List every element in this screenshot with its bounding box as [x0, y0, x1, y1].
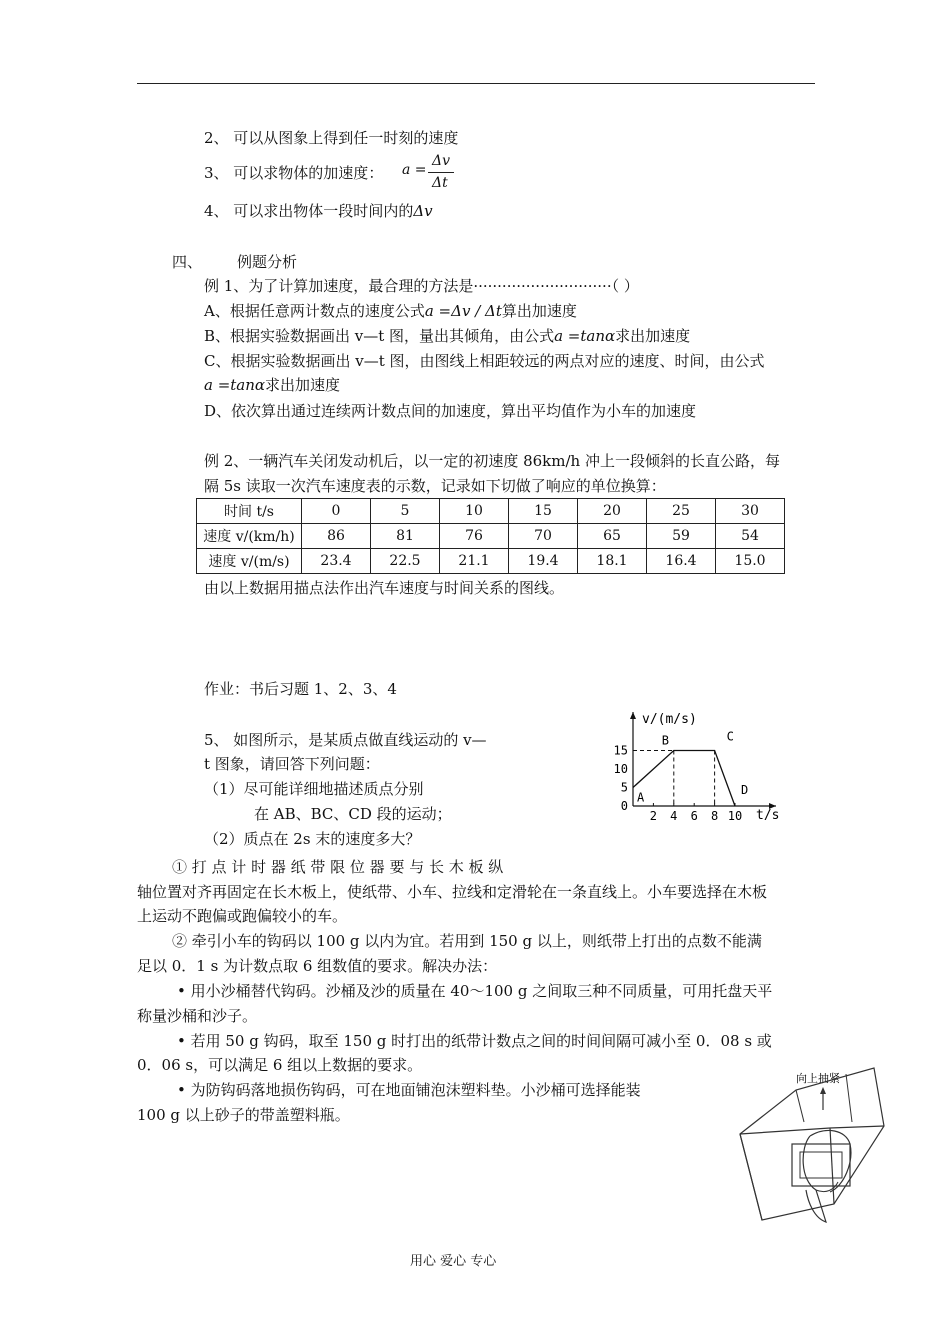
table-cell: 54 — [716, 524, 785, 549]
section-number: 四、 — [172, 253, 203, 271]
table-cell: 16.4 — [647, 549, 716, 574]
example-2-line2: 隔 5s 读取一次汽车速度表的示数，记录如下切做了响应的单位换算： — [204, 477, 666, 495]
table-cell: 70 — [509, 524, 578, 549]
footer-motto: 用心 爱心 专心 — [410, 1254, 497, 1269]
table-row — [197, 549, 785, 574]
formula-lhs: a = — [402, 162, 427, 178]
option-a — [204, 301, 577, 321]
table-cell: 18.1 — [578, 549, 647, 574]
table-cell: 时间 t/s — [197, 499, 302, 524]
table-cell: 23.4 — [302, 549, 371, 574]
option-b-text: B、根据实验数据画出 v—t 图，量出其倾角，由公式 — [204, 327, 555, 345]
table-cell: 76 — [440, 524, 509, 549]
y-tick-label: 10 — [613, 762, 628, 776]
formula-numerator: Δv — [432, 153, 451, 169]
option-b — [204, 326, 690, 346]
point-label: B — [661, 733, 670, 748]
table-cell: 81 — [371, 524, 440, 549]
option-c-tail: 求出加速度 — [265, 376, 341, 394]
table-cell: 0 — [302, 499, 371, 524]
acceleration-formula — [402, 153, 462, 193]
formula-denominator: Δt — [432, 175, 448, 191]
y-tick-label: 5 — [620, 780, 628, 795]
example-2-line1: 例 2、一辆汽车关闭发动机后，以一定的初速度 86km/h 冲上一段倾斜的长直公路，每 — [204, 452, 780, 470]
table-cell: 22.5 — [371, 549, 440, 574]
x-tick-label: 2 — [649, 809, 658, 823]
table-cell: 65 — [578, 524, 647, 549]
homework: 作业：书后习题 1、2、3、4 — [204, 680, 397, 698]
bullet-2-line1: • 若用 50 g 钩码，取至 150 g 时打出的纸带计数点之间的时间间隔可减小至 0．08 s 或 — [177, 1032, 772, 1050]
table-cell: 59 — [647, 524, 716, 549]
table-cell: 5 — [371, 499, 440, 524]
table-row — [197, 524, 785, 549]
bullet-1-line1: • 用小沙桶替代钩码。沙桶及沙的质量在 40～100 g 之间取三种不同质量，可用托盘天平 — [177, 982, 773, 1000]
fraction-bar — [428, 172, 454, 173]
item-3: 3、 可以求物体的加速度： — [204, 164, 384, 182]
y-tick-label: 15 — [613, 743, 628, 758]
x-tick-label: 8 — [710, 809, 719, 823]
question-5-line3: （1）尽可能详细地描述质点分别 — [204, 780, 424, 798]
question-5-line2: t 图象，请回答下列问题： — [204, 755, 380, 773]
y-axis-arrow — [630, 712, 636, 719]
clip-illustration — [734, 1062, 894, 1228]
question-5-line4: 在 AB、BC、CD 段的运动； — [254, 805, 452, 823]
option-b-formula: a =tanα — [554, 327, 616, 345]
option-a-formula: a =Δv / Δt — [424, 302, 502, 320]
x-axis-label: t/s — [756, 808, 780, 823]
option-c-line2 — [204, 375, 340, 395]
option-a-text: A、根据任意两计数点的速度公式 — [204, 302, 425, 320]
question-5-line1: 5、 如图所示，是某质点做直线运动的 v— — [204, 731, 487, 749]
chart-guides — [633, 751, 715, 807]
vt-chart — [600, 706, 790, 830]
option-d: D、依次算出通过连续两计数点间的加速度，算出平均值作为小车的加速度 — [204, 402, 697, 420]
example-1-question: 例 1、为了计算加速度，最合理的方法是·····························（ ） — [204, 277, 639, 295]
y-axis-label: v/(m/s) — [642, 712, 697, 727]
bullet-1-line2: 称量沙桶和沙子。 — [137, 1007, 258, 1025]
note-1-line3: 上运动不跑偏或跑偏较小的车。 — [137, 907, 348, 925]
item-4-symbol: Δv — [413, 202, 433, 220]
table-cell: 20 — [578, 499, 647, 524]
table-cell: 10 — [440, 499, 509, 524]
bullet-2-line2: 0．06 s，可以满足 6 组以上数据的要求。 — [137, 1056, 423, 1074]
option-c-line1: C、根据实验数据画出 v—t 图，由图线上相距较远的两点对应的速度、时间，由公式 — [204, 352, 765, 370]
table-cell: 21.1 — [440, 549, 509, 574]
option-c-formula: a =tanα — [204, 376, 266, 394]
note-1-line2: 轴位置对齐再固定在长木板上，使纸带、小车、拉线和定滑轮在一条直线上。小车要选择在木板 — [137, 883, 768, 901]
table-cell: 86 — [302, 524, 371, 549]
table-cell: 速度 v/(km/h) — [197, 524, 302, 549]
point-label: A — [637, 790, 645, 805]
option-b-tail: 求出加速度 — [615, 327, 691, 345]
note-2-line2: 足以 0．1 s 为计数点取 6 组数值的要求。解决办法： — [137, 957, 498, 975]
x-tick-label: 10 — [727, 809, 743, 823]
x-tick-label: 6 — [690, 809, 698, 823]
table-cell: 速度 v/(m/s) — [197, 549, 302, 574]
point-label: C — [726, 729, 734, 744]
option-a-tail: 算出加速度 — [501, 302, 577, 320]
item-4 — [204, 201, 433, 221]
illustration-label: 向上抽紧 — [796, 1072, 840, 1085]
chart-line — [633, 751, 735, 807]
table-row — [197, 499, 785, 524]
item-2: 2、 可以从图象上得到任一时刻的速度 — [204, 129, 459, 147]
table-cell: 15 — [509, 499, 578, 524]
bullet-3-line2: 100 g 以上砂子的带盖塑料瓶。 — [137, 1106, 350, 1124]
chart-point-labels — [637, 730, 748, 805]
speed-table — [196, 498, 785, 574]
section-title: 例题分析 — [237, 253, 298, 271]
table-cell: 15.0 — [716, 549, 785, 574]
note-1-line1: ① 打 点 计 时 器 纸 带 限 位 器 要 与 长 木 板 纵 — [172, 858, 504, 876]
question-5-line5: （2）质点在 2s 末的速度多大？ — [204, 830, 421, 848]
point-label: D — [741, 783, 749, 797]
after-table-text: 由以上数据用描点法作出汽车速度与时间关系的图线。 — [204, 579, 565, 597]
note-2-line1: ② 牵引小车的钩码以 100 g 以内为宜。若用到 150 g 以上，则纸带上打出的点数不能满 — [172, 932, 762, 950]
item-4-text: 4、 可以求出物体一段时间内的 — [204, 202, 414, 220]
y-tick-label: 0 — [620, 799, 628, 813]
header-rule — [137, 83, 815, 84]
table-cell: 30 — [716, 499, 785, 524]
series-line — [633, 751, 735, 807]
x-tick-label: 4 — [670, 809, 678, 823]
table-cell: 25 — [647, 499, 716, 524]
table-cell: 19.4 — [509, 549, 578, 574]
bullet-3-line1: • 为防钩码落地损伤钩码，可在地面铺泡沫塑料垫。小沙桶可选择能装 — [177, 1081, 641, 1099]
